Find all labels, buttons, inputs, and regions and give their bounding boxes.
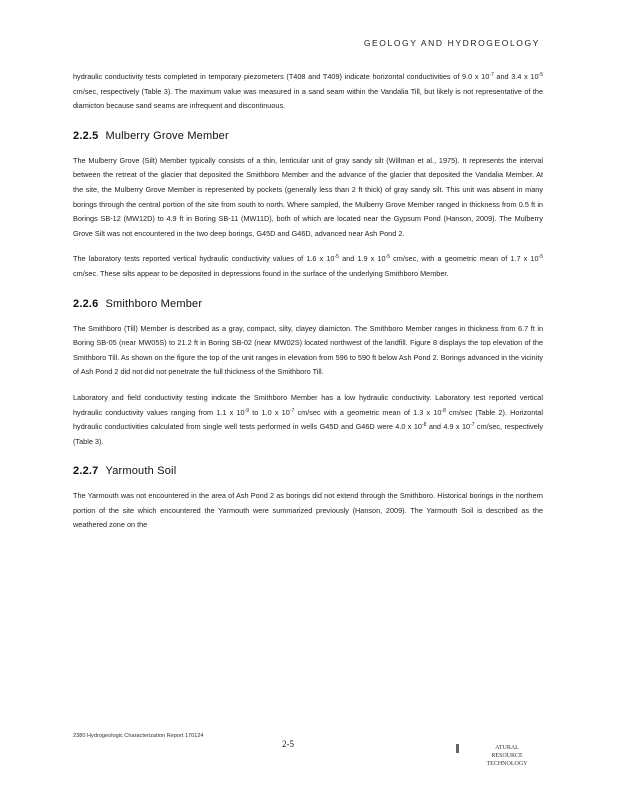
logo-mark-icon xyxy=(456,744,459,753)
running-header: GEOLOGY AND HYDROGEOLOGY xyxy=(363,38,540,48)
smithboro-paragraph-1: The Smithboro (Till) Member is described as a gray, compact, silty, clayey diamicton. The Smithboro Member ranges in thickness from 6.7 ft in Boring SB-05 (near MW05S) to 21.2 ft in Boring SB-02 (near MW02S) located northwest of the landfill. Figure 8 displays the top elevation of the Smithboro Till. As shown on the figure the top of the unit ranges in elevation from 596 to 590 ft below Ash Pond 2. Borings advanced in the vicinity of Ash Pond 2 did not did not penetrate the full thickness of the Smithboro Till. xyxy=(73,323,543,377)
section-heading-smithboro: 2.2.6 Smithboro Member xyxy=(73,297,203,310)
company-logo: ATURAL RESOURCE TECHNOLOGY xyxy=(462,744,552,768)
footer-document-title: 2380 Hydrogeologic Characterization Report 170124 xyxy=(73,733,204,739)
smithboro-paragraph-2: Laboratory and field conductivity testing indicate the Smithboro Member has a low hydraulic conductivity. Laboratory test reported vertical hydraulic conductivity values ranging from 1.1 x $10^{-9}$ to 1.0 x $10^{-7}$ cm/sec with a geometric mean of 1.3 x $10^{-8}$ cm/sec (Table 2). Horizontal hydraulic conductivities calculated from single well tests performed in wells G45D and G46D were 4.0 x $10^{-8}$ and 4.9 x $10^{-7}$ cm/sec, respectively (Table 3). xyxy=(73,392,543,446)
section-heading-yarmouth: 2.2.7 Yarmouth Soil xyxy=(73,465,177,478)
page-number: 2-5 xyxy=(282,739,294,749)
document-body xyxy=(73,70,543,533)
mulberry-paragraph-1: The Mulberry Grove (Silt) Member typically consists of a thin, lenticular unit of gray sandy silt (Willman et al., 1975). It represents the interval between the retreat of the glacier that deposited the Smithboro Member and the advance of the glacier that deposited the Vandalia Member. At the site, the Mulberry Grove Member is represented by pockets (generally less than 2 ft thick) of gray sandy silt. This unit was absent in many borings through the central portion of the site from south to north. Where sampled, the Mulberry Grove Member ranged in thickness from 0.5 ft in Borings SB-12 (MW12D) to 4.9 ft in Boring SB-11 (MW11D), both of which are located near the Gypsum Pond (Hanson, 2009). The Mulberry Grove Silt was not encountered in the two deep borings, G45D and G46D, advanced near Ash Pond 2. xyxy=(73,155,543,238)
yarmouth-paragraph-1: The Yarmouth was not encountered in the area of Ash Pond 2 as borings did not extend through the Smithboro. Historical borings in the northern portion of the site which encountered the Yarmouth were summarized previously (Hanson, 2009). The Yarmouth Soil is described as the weathered zone on the xyxy=(73,491,543,530)
intro-paragraph: hydraulic conductivity tests completed in temporary piezometers (T408 and T409) indicate horizontal conductivities of 9.0 x $10^{-7}$ and 3.4 x $10^{-5}$ cm/sec, respectively (Table 3). The maximum value was measured in a sand seam within the Vandalia Till, but likely is not representative of the diamicton because sand seams are infrequent and discontinuous. xyxy=(73,72,544,111)
mulberry-paragraph-2: The laboratory tests reported vertical hydraulic conductivity values of 1.6 x $10^{-5}$ and 1.9 x $10^{-5}$ cm/sec, with a geometric mean of 1.7 x $10^{-5}$ cm/sec. These silts appear to be deposited in depressions found in the surface of the underlying Smithboro Member. xyxy=(73,254,544,278)
section-heading-mulberry-grove: 2.2.5 Mulberry Grove Member xyxy=(73,129,229,142)
